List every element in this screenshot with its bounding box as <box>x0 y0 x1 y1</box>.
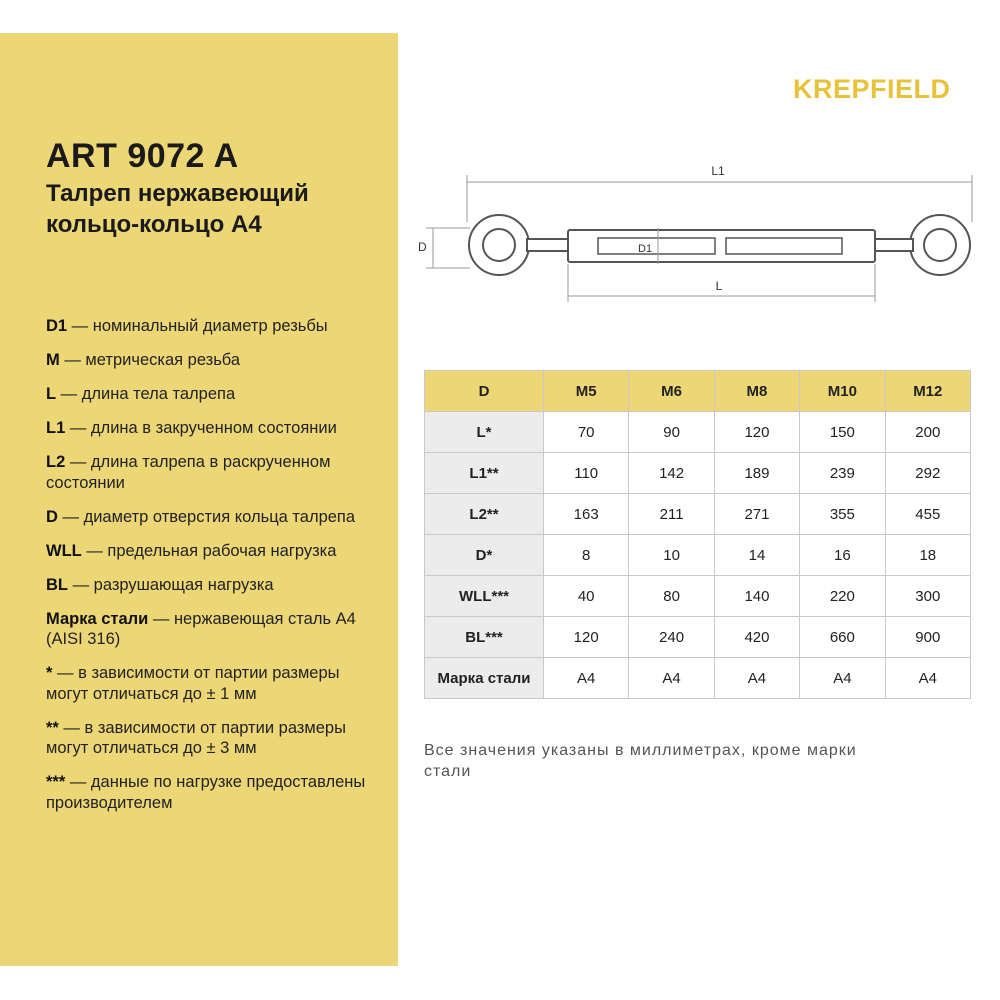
table-header-cell: M12 <box>885 371 970 412</box>
table-row <box>425 617 971 658</box>
table-cell: 40 <box>544 576 629 617</box>
table-cell: 292 <box>885 453 970 494</box>
table-cell: 163 <box>544 494 629 535</box>
row-label: L1** <box>425 453 544 494</box>
product-title: Талреп нержавеющий кольцо-кольцо А4 <box>46 180 309 238</box>
table-header-cell: D <box>425 371 544 412</box>
row-label: BL*** <box>425 617 544 658</box>
table-cell: 900 <box>885 617 970 658</box>
turnbuckle-diagram <box>412 160 982 310</box>
spec-table <box>424 370 971 699</box>
table-cell: 140 <box>714 576 799 617</box>
table-cell: А4 <box>714 658 799 699</box>
table-cell: 420 <box>714 617 799 658</box>
table-cell: 355 <box>800 494 885 535</box>
d-label: D <box>418 240 427 254</box>
legend-item-m: M — метрическая резьба <box>46 351 241 369</box>
table-cell: А4 <box>629 658 714 699</box>
row-label: L2** <box>425 494 544 535</box>
table-cell: А4 <box>800 658 885 699</box>
row-label: D* <box>425 535 544 576</box>
legend-item-d1: D1 — номинальный диаметр резьбы <box>46 317 328 335</box>
l-label: L <box>715 279 723 293</box>
table-cell: 120 <box>714 412 799 453</box>
table-cell: 211 <box>629 494 714 535</box>
table-cell: 271 <box>714 494 799 535</box>
table-cell: 8 <box>544 535 629 576</box>
table-row <box>425 453 971 494</box>
legend-item-steel-grade: Марка стали — нержавеющая сталь А4 (AISI 316) <box>46 609 356 648</box>
table-cell: А4 <box>544 658 629 699</box>
table-header-cell: M6 <box>629 371 714 412</box>
table-cell: 660 <box>800 617 885 658</box>
table-cell: 110 <box>544 453 629 494</box>
table-cell: 18 <box>885 535 970 576</box>
table-cell: 455 <box>885 494 970 535</box>
table-header-cell: M8 <box>714 371 799 412</box>
row-label: L* <box>425 412 544 453</box>
legend-item-l1: L1 — длина в закрученном состоянии <box>46 419 337 437</box>
table-cell: 14 <box>714 535 799 576</box>
brand-logo: KREPFIELD <box>793 74 951 104</box>
legend-item-d: D — диаметр отверстия кольца талрепа <box>46 507 356 526</box>
legend-item-l: L — длина тела талрепа <box>46 385 236 403</box>
table-cell: 142 <box>629 453 714 494</box>
legend-item-wll: WLL — предельная рабочая нагрузка <box>46 541 337 560</box>
table-cell: 90 <box>629 412 714 453</box>
units-note: Все значения указаны в миллиметрах, кроме марки стали <box>424 742 857 780</box>
legend-item-l2: L2 — длина талрепа в раскрученном состоянии <box>46 453 331 492</box>
table-cell: 80 <box>629 576 714 617</box>
table-row <box>425 658 971 699</box>
legend-item-footnote-1: * — в зависимости от партии размеры могут отличаться до ± 1 мм <box>46 664 340 703</box>
table-cell: 120 <box>544 617 629 658</box>
table-header-cell: M10 <box>800 371 885 412</box>
table-row <box>425 494 971 535</box>
legend-item-bl: BL — разрушающая нагрузка <box>46 575 274 594</box>
table-cell: 220 <box>800 576 885 617</box>
table-header-cell: M5 <box>544 371 629 412</box>
table-cell: 189 <box>714 453 799 494</box>
d1-label: D1 <box>638 243 653 255</box>
table-cell: 240 <box>629 617 714 658</box>
table-cell: 300 <box>885 576 970 617</box>
table-cell: 10 <box>629 535 714 576</box>
legend-list <box>46 316 386 827</box>
table-cell: 70 <box>544 412 629 453</box>
table-header-row <box>425 371 971 412</box>
table-cell: А4 <box>885 658 970 699</box>
table-row <box>425 412 971 453</box>
table-cell: 16 <box>800 535 885 576</box>
table-row <box>425 535 971 576</box>
table-row <box>425 576 971 617</box>
row-label: WLL*** <box>425 576 544 617</box>
table-cell: 150 <box>800 412 885 453</box>
legend-item-footnote-3: *** — данные по нагрузке предоставлены производителем <box>46 773 366 812</box>
table-cell: 200 <box>885 412 970 453</box>
table-cell: 239 <box>800 453 885 494</box>
article-code: ART 9072 A <box>46 137 239 175</box>
legend-item-footnote-2: ** — в зависимости от партии размеры могут отличаться до ± 3 мм <box>46 718 346 757</box>
turnbuckle-body <box>568 230 875 262</box>
row-label: Марка стали <box>425 658 544 699</box>
l1-label: L1 <box>711 164 725 178</box>
